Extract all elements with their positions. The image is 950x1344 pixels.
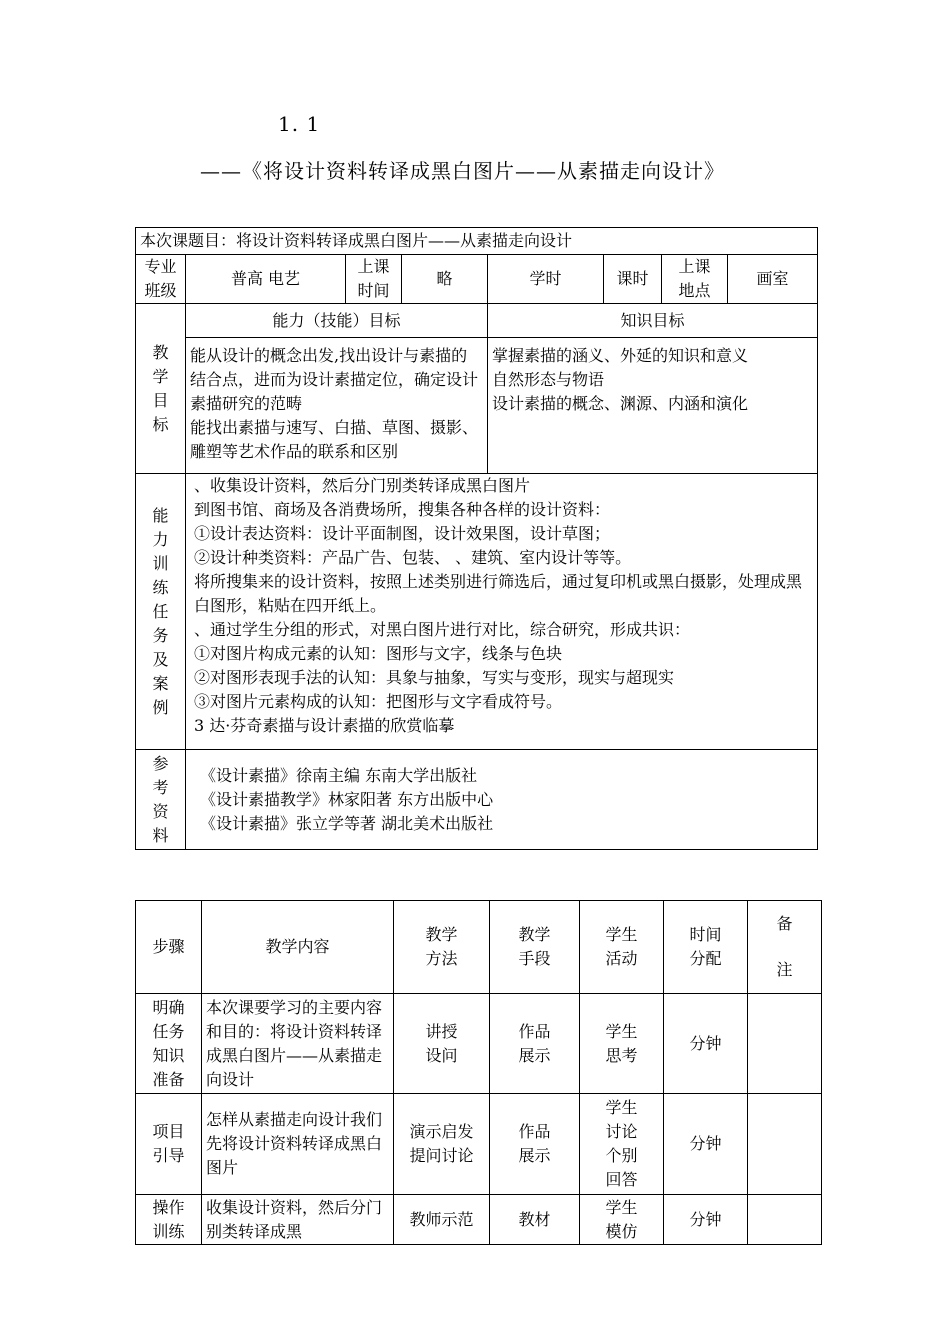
- task-line: 将所搜集来的设计资料，按照上述类别进行筛选后，通过复印机或黑白摄影，处理成黑白图形，粘贴在四开纸上。: [194, 572, 803, 615]
- activity-cell: 学生 模仿: [580, 1195, 664, 1245]
- content-cell: 收集设计资料，然后分门别类转译成黑: [202, 1195, 394, 1245]
- ability-goals-cell: [186, 338, 488, 474]
- hours-label: 学时: [488, 255, 604, 304]
- knowledge-goal-item: 设计素描的概念、渊源、内涵和演化: [492, 394, 749, 413]
- time-cell: 分钟: [664, 1094, 748, 1195]
- means-cell: 作品 展示: [490, 994, 580, 1094]
- goals-label: 教 学 目 标: [136, 304, 186, 474]
- header-method: 教学 方法: [394, 901, 490, 994]
- place-label: 上课 地点: [662, 255, 728, 304]
- course-info-table: [135, 227, 818, 850]
- activity-cell: 学生 思考: [580, 994, 664, 1094]
- document-subtitle: ——《将设计资料转译成黑白图片——从素描走向设计》: [200, 159, 725, 183]
- time-cell: 分钟: [664, 994, 748, 1094]
- header-step: 步骤: [136, 901, 202, 994]
- task-line: ②设计种类资料：产品广告、包装、 、建筑、室内设计等等。: [194, 548, 632, 567]
- reference-item: 《设计素描》徐南主编 东南大学出版社: [200, 765, 478, 785]
- major-value: 普高 电艺: [186, 255, 346, 304]
- document-title: 1. 1: [278, 112, 321, 136]
- teaching-process-table: [135, 900, 822, 1245]
- knowledge-goals-cell: [488, 338, 818, 474]
- method-cell: 教师示范: [394, 1195, 490, 1245]
- knowledge-goal-item: 掌握素描的涵义、外延的知识和意义: [492, 346, 749, 365]
- knowledge-goal-item: 自然形态与物语: [492, 370, 605, 389]
- tasks-cell: [186, 474, 818, 750]
- activity-cell: 学生 讨论 个别 回答: [580, 1094, 664, 1195]
- table-row: [136, 994, 822, 1094]
- reference-item: 《设计素描教学》林家阳著 东方出版中心: [200, 789, 494, 809]
- header-means: 教学 手段: [490, 901, 580, 994]
- refs-label: 参 考 资 料: [136, 750, 186, 850]
- table-row: [136, 1094, 822, 1195]
- step-cell: 操作 训练: [136, 1195, 202, 1245]
- task-line: ②对图形表现手法的认知：具象与抽象，写实与变形，现实与超现实: [194, 668, 675, 687]
- task-line: ①对图片构成元素的认知：图形与文字，线条与色块: [194, 644, 563, 663]
- step-cell: 项目 引导: [136, 1094, 202, 1195]
- header-note: 备 注: [748, 901, 822, 994]
- header-content: 教学内容: [202, 901, 394, 994]
- major-label: 专业 班级: [136, 255, 186, 304]
- refs-cell: [186, 750, 818, 850]
- ability-goals-header: 能力（技能）目标: [186, 304, 488, 338]
- means-cell: 教材: [490, 1195, 580, 1245]
- reference-item: 《设计素描》张立学等著 湖北美术出版社: [200, 813, 494, 833]
- note-cell: [748, 1094, 822, 1195]
- task-line: 、通过学生分组的形式，对黑白图片进行对比，综合研究，形成共识：: [194, 620, 691, 639]
- task-line: ③对图片元素构成的认知：把图形与文字看成符号。: [194, 692, 563, 711]
- header-activity: 学生 活动: [580, 901, 664, 994]
- ability-goal-item: 能找出素描与速写、白描、草图、摄影、雕塑等艺术作品的联系和区别: [190, 418, 479, 461]
- time-value: 略: [402, 255, 488, 304]
- method-cell: 讲授 设问: [394, 994, 490, 1094]
- tasks-label: 能 力 训 练 任 务 及 案 例: [136, 474, 186, 750]
- place-value: 画室: [728, 255, 818, 304]
- time-cell: 分钟: [664, 1195, 748, 1245]
- header-time: 时间 分配: [664, 901, 748, 994]
- step-cell: 明确 任务 知识 准备: [136, 994, 202, 1094]
- table-row: [136, 1195, 822, 1245]
- hours-value: 课时: [604, 255, 662, 304]
- note-cell: [748, 1195, 822, 1245]
- task-line: 3 达·芬奇素描与设计素描的欣赏临摹: [194, 716, 455, 735]
- method-cell: 演示启发 提问讨论: [394, 1094, 490, 1195]
- task-line: ①设计表达资料：设计平面制图，设计效果图，设计草图；: [194, 524, 611, 543]
- means-cell: 作品 展示: [490, 1094, 580, 1195]
- ability-goal-item: 能从设计的概念出发,找出设计与素描的结合点，进而为设计素描定位，确定设计素描研究的范畴: [190, 346, 479, 413]
- note-cell: [748, 994, 822, 1094]
- content-cell: 怎样从素描走向设计我们先将设计资料转译成黑白图片: [202, 1094, 394, 1195]
- task-line: 、收集设计资料，然后分门别类转译成黑白图片: [194, 476, 531, 495]
- task-line: 到图书馆、商场及各消费场所，搜集各种各样的设计资料：: [194, 500, 611, 519]
- content-cell: 本次课要学习的主要内容和目的：将设计资料转译成黑白图片——从素描走向设计: [202, 994, 394, 1094]
- knowledge-goals-header: 知识目标: [488, 304, 818, 338]
- time-label: 上课 时间: [346, 255, 402, 304]
- topic-cell: 本次课题目：将设计资料转译成黑白图片——从素描走向设计: [136, 228, 818, 255]
